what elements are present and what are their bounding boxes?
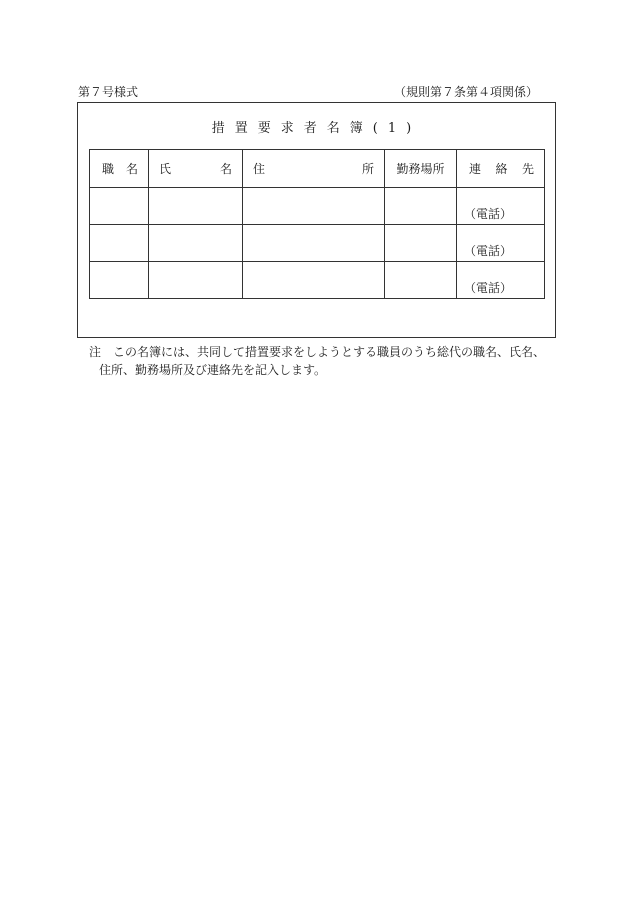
workplace-cell[interactable] bbox=[385, 262, 457, 299]
column-header-position bbox=[90, 150, 149, 188]
form-number: 第７号様式 bbox=[78, 85, 139, 99]
table-row bbox=[90, 225, 545, 262]
position-cell[interactable] bbox=[90, 225, 149, 262]
table-row bbox=[90, 188, 545, 225]
header-char: 所 bbox=[361, 162, 374, 176]
header-char: 氏 bbox=[159, 162, 172, 176]
header-char: 先 bbox=[521, 162, 534, 176]
position-cell[interactable] bbox=[90, 262, 149, 299]
footnote bbox=[89, 343, 559, 379]
phone-label: （電話） bbox=[464, 244, 513, 258]
address-cell[interactable] bbox=[243, 262, 385, 299]
name-cell[interactable] bbox=[149, 188, 243, 225]
header-char: 連 bbox=[469, 162, 482, 176]
phone-label: （電話） bbox=[464, 281, 513, 295]
column-header-address bbox=[243, 150, 385, 188]
column-header-name bbox=[149, 150, 243, 188]
header-char: 名 bbox=[125, 162, 138, 176]
position-cell[interactable] bbox=[90, 188, 149, 225]
column-header-contact bbox=[457, 150, 545, 188]
regulation-reference: （規則第７条第４項関係） bbox=[393, 85, 538, 99]
name-cell[interactable] bbox=[149, 262, 243, 299]
note-mark: 注 bbox=[89, 345, 102, 359]
table-header-row bbox=[90, 150, 545, 188]
page-header bbox=[78, 83, 538, 101]
header-char: 絡 bbox=[495, 162, 508, 176]
phone-label: （電話） bbox=[464, 207, 513, 221]
contact-cell[interactable] bbox=[457, 188, 545, 225]
table-row bbox=[90, 262, 545, 299]
workplace-cell[interactable] bbox=[385, 188, 457, 225]
name-cell[interactable] bbox=[149, 225, 243, 262]
column-header-workplace: 勤務場所 bbox=[385, 150, 457, 188]
header-char: 住 bbox=[253, 162, 266, 176]
header-char: 名 bbox=[219, 162, 232, 176]
contact-cell[interactable] bbox=[457, 262, 545, 299]
address-cell[interactable] bbox=[243, 188, 385, 225]
form-frame bbox=[77, 102, 556, 338]
address-cell[interactable] bbox=[243, 225, 385, 262]
requester-roster-table bbox=[89, 149, 545, 299]
document-title: 措置要求者名簿(1) bbox=[211, 121, 422, 136]
header-char: 職 bbox=[102, 162, 115, 176]
note-text: この名簿には、共同して措置要求をしようとする職員のうち総代の職名、氏名、住所、勤務場所及び連絡先を記入します。 bbox=[99, 345, 546, 377]
contact-cell[interactable] bbox=[457, 225, 545, 262]
workplace-cell[interactable] bbox=[385, 225, 457, 262]
